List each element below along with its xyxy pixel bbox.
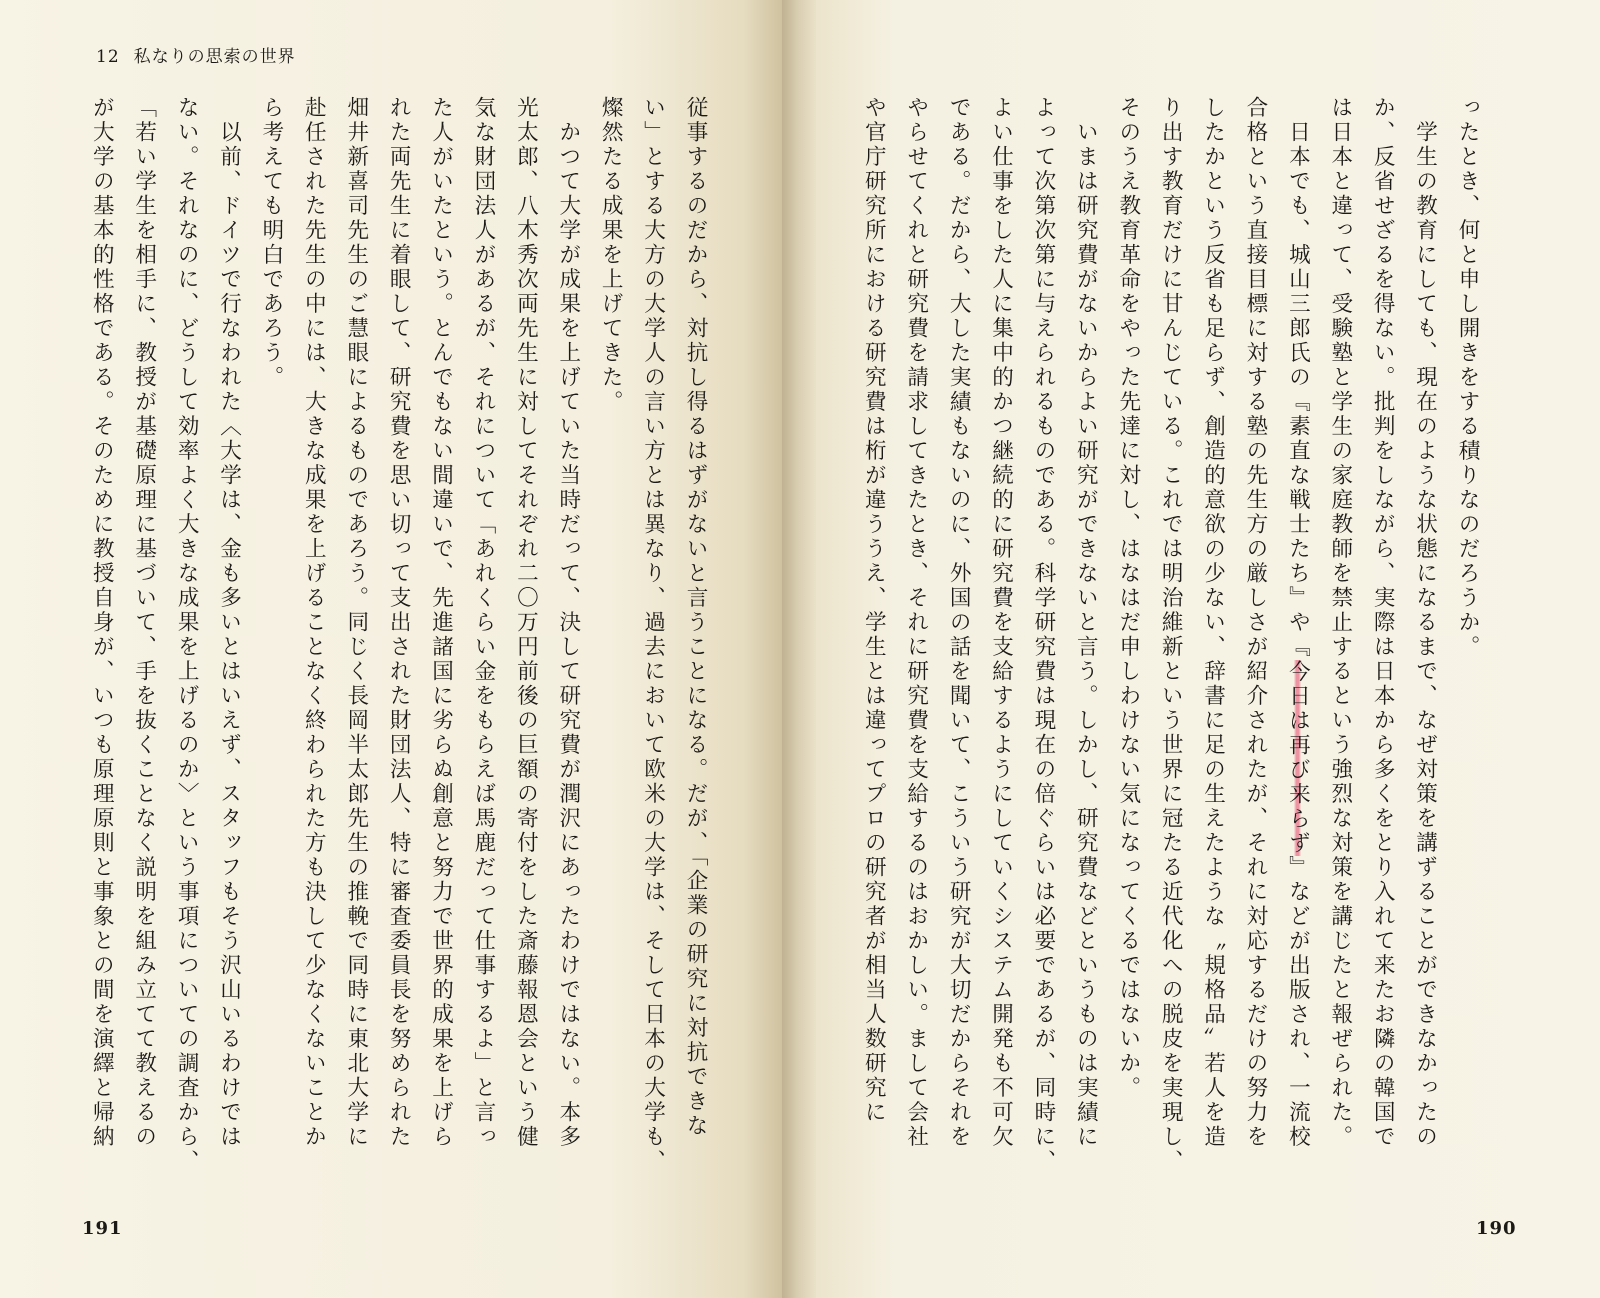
- text-column: したかという反省も足らず、創造的意欲の少ない、辞書に足の生えたような〝規格品〟若人を造: [1200, 96, 1226, 1150]
- text-column: である。だから、大した実績もないのに、外国の話を聞いて、こういう研究が大切だからそれを: [946, 96, 972, 1150]
- text-column: 畑井新喜司先生のご慧眼によるものであろう。同じく長岡半太郎先生の推輓で同時に東北大学に: [343, 96, 369, 1150]
- text-column: ったとき、何と申し開きをする積りなのだろうか。: [1455, 96, 1480, 660]
- text-column: は日本と違って、受験塾と学生の家庭教師を禁止するという強烈な対策を講じたと報ぜられた。: [1327, 96, 1353, 1150]
- text-column: や官庁研究所における研究費は桁が違ううえ、学生とは違ってプロの研究者が相当人数研究に: [861, 96, 887, 1125]
- text-column: ら考えても明白であろう。: [258, 96, 284, 390]
- page-number-right: 190: [1476, 1218, 1517, 1239]
- text-column: が大学の基本的性格である。そのために教授自身が、いつも原理原則と事象との間を演繹と帰納: [89, 96, 115, 1150]
- text-column: 合格という直接目標に対する塾の先生方の厳しさが紹介されたが、それに対応するだけの努力を: [1242, 96, 1268, 1150]
- text-column: 燦然たる成果を上げてきた。: [598, 96, 624, 415]
- text-column: れた両先生に着眼して、研究費を思い切って支出された財団法人、特に審査委員長を努められた: [386, 96, 412, 1150]
- chapter-title: 私なりの思索の世界: [133, 47, 296, 67]
- right-page-text: [852, 96, 1488, 1174]
- chapter-number: 12: [96, 47, 120, 67]
- text-column: そのうえ教育革命をやった先達に対し、はなはだ申しわけない気になってくるではないか。: [1115, 96, 1141, 1101]
- text-column: 日本でも、城山三郎氏の『素直な戦士たち』や『今日は再び来らず』などが出版され、一流校: [1285, 96, 1311, 1150]
- highlighted-title: 今日は再び来らず: [1285, 659, 1311, 856]
- text-column: 従事するのだから、対抗し得るはずがないと言うことになる。だが、「企業の研究に対抗できな: [683, 96, 708, 1139]
- text-column: ない。それなのに、どうして効率よく大きな成果を上げるのか〉という事項についての調査から、: [174, 96, 200, 1174]
- text-column: 「若い学生を相手に、教授が基礎原理に基づいて、手を抜くことなく説明を組み立てて教えるの: [131, 96, 157, 1150]
- book-gutter: [782, 0, 816, 1298]
- page-number-left: 191: [82, 1218, 123, 1239]
- text-column: 赴任された先生の中には、大きな成果を上げることなく終わられた方も決して少なくないことか: [301, 96, 327, 1150]
- text-column: か、反省せざるを得ない。批判をしながら、実際は日本から多くをとり入れて来たお隣の韓国で: [1370, 96, 1396, 1150]
- text-column: よって次第次第に与えられるものである。科学研究費は現在の倍ぐらいは必要であるが、同時に、: [1030, 96, 1056, 1174]
- text-column: た人がいたという。とんでもない間違いで、先進諸国に劣らぬ創意と努力で世界的成果を上げら: [428, 96, 454, 1150]
- text-column: よい仕事をした人に集中的かつ継続的に研究費を支給するようにしていくシステム開発も不可欠: [988, 96, 1014, 1150]
- text-column: いまは研究費がないからよい研究ができないと言う。しかし、研究費などというものは実績に: [1073, 96, 1099, 1150]
- text-column: 光太郎、八木秀次両先生に対してそれぞれ二〇万円前後の巨額の寄付をした斎藤報恩会という健: [513, 96, 539, 1150]
- text-column: 以前、ドイツで行なわれた〈大学は、金も多いとはいえず、スタッフもそう沢山いるわけでは: [216, 96, 242, 1150]
- left-page: [0, 0, 782, 1298]
- text-column: い」とする大方の大学人の言い方とは異なり、過去において欧米の大学は、そして日本の大学も、: [640, 96, 666, 1174]
- text-column: 学生の教育にしても、現在のような状態になるまで、なぜ対策を講ずることができなかったの: [1412, 96, 1438, 1150]
- running-head: [96, 42, 296, 67]
- right-page: [816, 0, 1600, 1298]
- text-column: かつて大学が成果を上げていた当時だって、決して研究費が潤沢にあったわけではない。本多: [555, 96, 581, 1150]
- text-column: り出す教育だけに甘んじている。これでは明治維新という世界に冠たる近代化への脱皮を実現し、: [1158, 96, 1184, 1174]
- text-column: 気な財団法人があるが、それについて「あれくらい金をもらえば馬鹿だって仕事するよ」と言っ: [470, 96, 496, 1150]
- left-page-text: [80, 96, 716, 1174]
- text-column: やらせてくれと研究費を請求してきたとき、それに研究費を支給するのはおかしい。まして会社: [903, 96, 929, 1150]
